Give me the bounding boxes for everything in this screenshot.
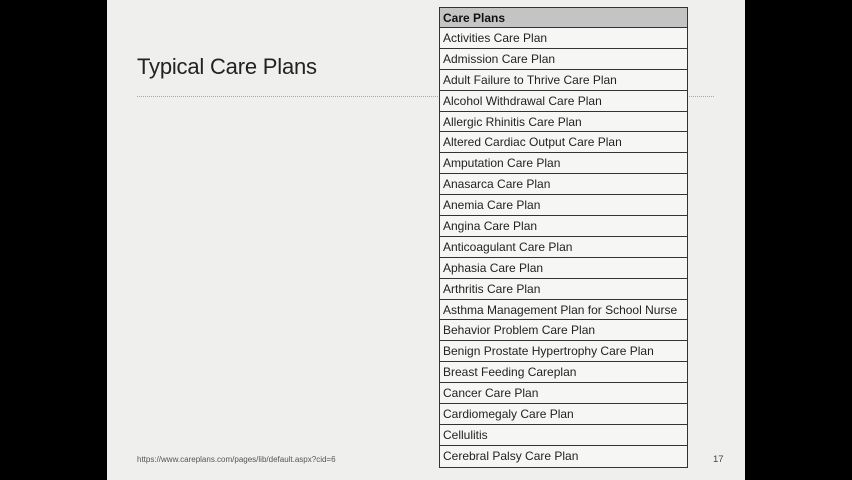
table-row: Arthritis Care Plan [440, 279, 687, 300]
slide [107, 0, 745, 480]
table-header: Care Plans [440, 8, 687, 28]
table-row: Amputation Care Plan [440, 153, 687, 174]
table-body [440, 28, 687, 467]
table-row: Altered Cardiac Output Care Plan [440, 132, 687, 153]
table-row: Anticoagulant Care Plan [440, 237, 687, 258]
table-row: Anemia Care Plan [440, 195, 687, 216]
table-row: Cerebral Palsy Care Plan [443, 448, 579, 463]
table-row: Asthma Management Plan for School Nurse [440, 300, 687, 321]
table-row: Angina Care Plan [440, 216, 687, 237]
table-row: Alcohol Withdrawal Care Plan [440, 91, 687, 112]
table-row: Cancer Care Plan [440, 383, 687, 404]
table-row: Adult Failure to Thrive Care Plan [440, 70, 687, 91]
source-url: https://www.careplans.com/pages/lib/default.aspx?cid=6 [137, 455, 336, 464]
page-number: 17 [713, 454, 724, 465]
table-row: Activities Care Plan [440, 28, 687, 49]
table-row: Cellulitis [440, 425, 687, 446]
table-row: Admission Care Plan [440, 49, 687, 70]
care-plans-table [439, 7, 688, 468]
table-row: Breast Feeding Careplan [440, 362, 687, 383]
table-row: Allergic Rhinitis Care Plan [440, 112, 687, 133]
table-row: Behavior Problem Care Plan [440, 320, 687, 341]
table-row: Anasarca Care Plan [440, 174, 687, 195]
slide-title: Typical Care Plans [137, 54, 317, 79]
table-row: Benign Prostate Hypertrophy Care Plan [440, 341, 687, 362]
table-row: Cardiomegaly Care Plan [440, 404, 687, 425]
table-row: Aphasia Care Plan [440, 258, 687, 279]
